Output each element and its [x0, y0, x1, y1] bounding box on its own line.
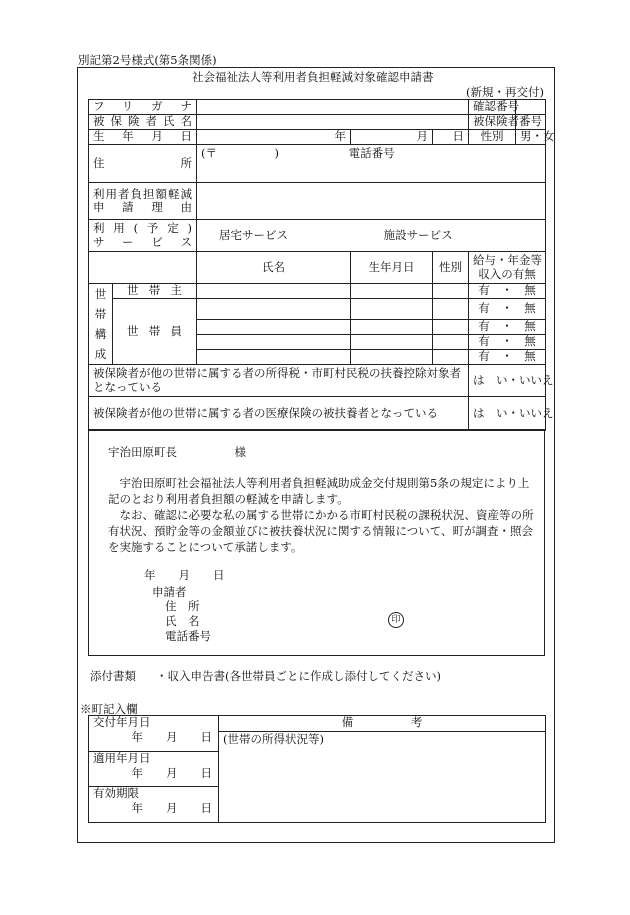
member-birth[interactable] [351, 350, 433, 365]
insured-no-label: 被保険者番号 [473, 114, 542, 129]
declaration-date[interactable]: 年 月 日 [144, 568, 225, 582]
member-income[interactable]: 有 ・ 無 [469, 299, 546, 320]
birth-day[interactable]: 日 [433, 130, 469, 145]
member-sex[interactable] [433, 350, 469, 365]
applicant-label: 申請者 [152, 585, 187, 599]
member-name[interactable] [197, 320, 351, 335]
col-income-1: 給与・年金等 [473, 253, 542, 268]
declaration-para-1: 宇治田原町社会福祉法人等利用者負担軽減助成金交付規則第5条の規定により上記のとおり利用者負担額の軽減を申請します。 [108, 476, 530, 506]
head-name[interactable] [197, 284, 351, 299]
phone-label: 電話番号 [348, 146, 395, 160]
office-table [88, 715, 546, 823]
facility-service[interactable]: 施設サービス [383, 227, 453, 242]
sex-options[interactable]: 男・女 [516, 130, 546, 145]
declaration-text [108, 475, 538, 555]
form-title: 社会福祉法人等利用者負担軽減対象確認申請書 [192, 70, 434, 84]
member-name[interactable] [197, 350, 351, 365]
addressee: 宇治田原町長 様 [108, 445, 246, 459]
service-field[interactable] [197, 220, 546, 252]
birth-date-label: 生年月日 [93, 129, 192, 144]
birth-year[interactable]: 年 [197, 130, 351, 145]
household-blank [89, 252, 197, 284]
answer-dependent-insurance[interactable]: は い・いいえ [469, 397, 546, 431]
confirm-no-label: 確認番号 [473, 99, 519, 114]
head-birth[interactable] [351, 284, 433, 299]
col-name: 氏名 [197, 252, 351, 284]
answer-dependent-tax[interactable]: は い・いいえ [469, 365, 546, 397]
col-birth: 生年月日 [351, 252, 433, 284]
member-income[interactable]: 有 ・ 無 [469, 350, 546, 365]
address-field[interactable] [197, 145, 546, 183]
head-income[interactable]: 有 ・ 無 [469, 284, 546, 299]
question-dependent-insurance: 被保険者が他の世帯に属する者の医療保険の被扶養者となっている [89, 397, 469, 431]
remarks-note[interactable]: (世帯の所得状況等) [223, 732, 324, 746]
member-birth[interactable] [351, 335, 433, 350]
member-name[interactable] [197, 335, 351, 350]
member-name[interactable] [197, 299, 351, 320]
expiry-value[interactable]: 年 月 日 [131, 801, 212, 816]
address-label: 住所 [93, 155, 192, 170]
reason-field[interactable] [197, 183, 546, 220]
applicant-table [88, 99, 555, 431]
member-birth[interactable] [351, 299, 433, 320]
member-sex[interactable] [433, 299, 469, 320]
declaration-para-2: なお、確認に必要な私の属する世帯にかかる市町村民税の課税状況、資産等の所有状況、預貯金等の金額並びに被扶養状況に関する情報について、町が調査・照会を実施することについて承諾します。 [108, 508, 534, 554]
home-service[interactable]: 居宅サービス [219, 227, 288, 242]
member-sex[interactable] [433, 320, 469, 335]
apply-date-label: 適用年月日 [93, 751, 151, 765]
household-group-label: 世 帯 構 成 [89, 284, 113, 365]
attachments-item: ・収入申告書(各世帯員ごとに作成し添付してください) [156, 669, 441, 683]
applicant-address-label: 住 所 [165, 599, 200, 613]
confirm-no-field[interactable] [516, 100, 546, 115]
service-label-2: サービス [93, 234, 192, 249]
insured-name-label: 被保険者氏名 [93, 114, 192, 129]
member-sex[interactable] [433, 335, 469, 350]
applicant-phone-label: 電話番号 [165, 629, 211, 643]
applicant-name-label: 氏 名 [165, 614, 200, 628]
apply-date-value[interactable]: 年 月 日 [131, 766, 212, 781]
expiry-label: 有効期限 [93, 786, 139, 800]
col-sex: 性別 [433, 252, 469, 284]
delivery-date-value[interactable]: 年 月 日 [131, 730, 212, 745]
remarks-header: 備 考 [219, 716, 545, 732]
form-number: 別記第2号様式(第5条関係) [78, 53, 217, 67]
birth-month[interactable]: 月 [351, 130, 433, 145]
postal-code: (〒 ) [201, 146, 279, 160]
question-dependent-tax: 被保険者が他の世帯に属する者の所得税・市町村民税の扶養控除対象者となっている [89, 365, 469, 397]
col-income-2: 収入の有無 [478, 266, 536, 281]
member-birth[interactable] [351, 320, 433, 335]
delivery-date-label: 交付年月日 [93, 715, 151, 729]
insured-name-field[interactable] [197, 115, 469, 130]
reason-label-2: 申請理由 [93, 200, 192, 214]
member-label: 世帯員 [127, 323, 182, 338]
head-label: 世帯主 [127, 283, 182, 298]
member-income[interactable]: 有 ・ 無 [469, 320, 546, 335]
form-subtitle: (新規・再交付) [466, 85, 544, 99]
head-sex[interactable] [433, 284, 469, 299]
reason-label-1: 利用者負担額軽減 [93, 186, 192, 201]
seal-mark: 印 [388, 612, 404, 628]
office-title: ※町記入欄 [80, 702, 138, 716]
furigana-field[interactable] [197, 100, 469, 115]
service-label-1: 利用(予定) [93, 221, 192, 236]
furigana-label: フリガナ [93, 99, 192, 114]
attachments-label: 添付書類 [90, 669, 136, 683]
sex-label: 性別 [469, 130, 516, 145]
member-income[interactable]: 有 ・ 無 [469, 335, 546, 350]
